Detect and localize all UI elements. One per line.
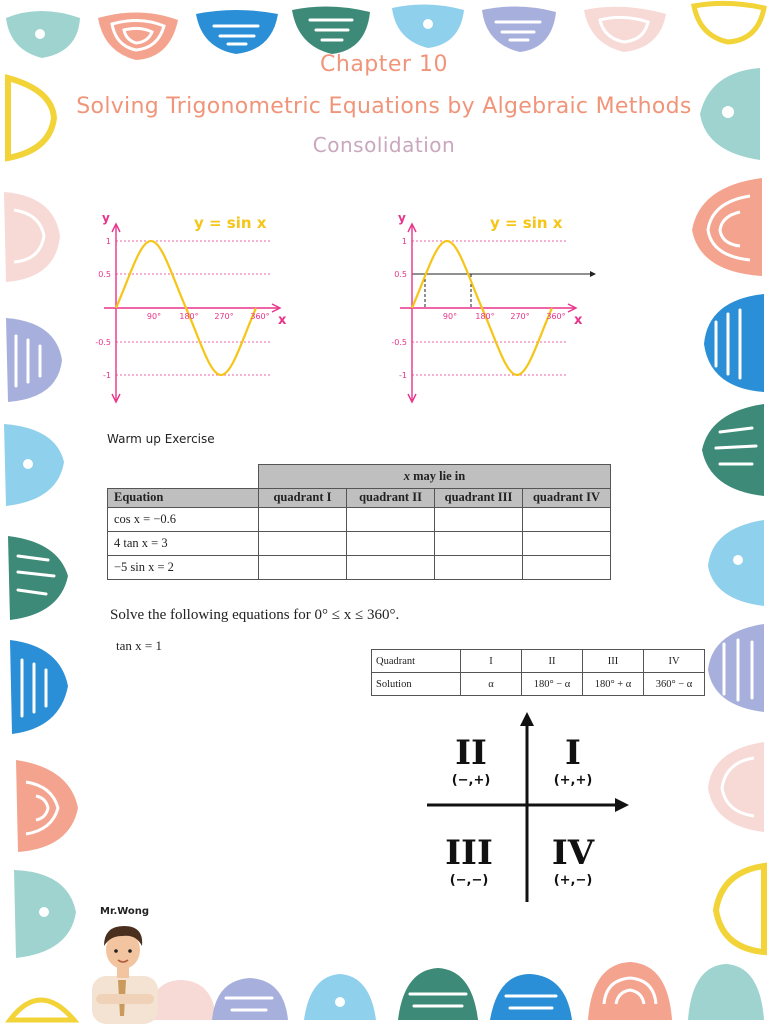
quadrant-cell: I [461, 650, 522, 673]
sine-graph-1 [82, 206, 312, 410]
answer-cell[interactable] [435, 531, 523, 555]
answer-cell[interactable] [435, 507, 523, 531]
quadrant-solution-table [371, 649, 705, 696]
quadrant-2-signs: (−,+) [451, 773, 491, 788]
answer-cell[interactable] [259, 507, 347, 531]
y-axis-label: y [398, 211, 406, 225]
solution-cell: 180° − α [522, 673, 583, 696]
group-header: x may lie in [259, 465, 611, 489]
solution-cell: α [461, 673, 522, 696]
table-row [372, 650, 705, 673]
y-tick-label: 0.5 [394, 270, 407, 279]
answer-cell[interactable] [435, 555, 523, 579]
quadrant-2-numeral: II [455, 733, 487, 773]
quadrant-4-numeral: IV [551, 833, 595, 873]
teacher-illustration [92, 920, 162, 1024]
column-header: quadrant IV [523, 488, 611, 507]
warmup-table [107, 464, 611, 580]
answer-cell[interactable] [347, 531, 435, 555]
column-header: quadrant I [259, 488, 347, 507]
x-tick-label: 90° [146, 312, 162, 321]
answer-cell[interactable] [259, 555, 347, 579]
solution-cell: 180° + α [583, 673, 644, 696]
x-axis-label: x [574, 313, 583, 328]
quadrant-3-numeral: III [445, 833, 493, 873]
equation-cell: 4 tan x = 3 [108, 531, 259, 555]
y-tick-label: 0.5 [98, 270, 111, 279]
x-tick-label: 360° [250, 312, 270, 321]
quadrant-1-signs: (+,+) [553, 773, 593, 788]
quadrant-cell: II [522, 650, 583, 673]
answer-cell[interactable] [523, 507, 611, 531]
x-tick-label: 90° [442, 312, 458, 321]
y-tick-label: 1 [105, 237, 111, 246]
y-tick-label: -1 [103, 371, 111, 380]
quadrant-4-signs: (+,−) [553, 873, 593, 888]
solve-instruction: Solve the following equations for 0° ≤ x ≤ 360°. [110, 607, 400, 623]
quadrant-3-signs: (−,−) [449, 873, 489, 888]
answer-cell[interactable] [259, 531, 347, 555]
quadrant-1-numeral: I [565, 733, 581, 773]
quadrant-cell: III [583, 650, 644, 673]
table-row [108, 555, 611, 579]
sine-graph-2 [378, 206, 608, 410]
graph-title: y = sin x [194, 214, 267, 232]
table-blank-cell [108, 465, 259, 489]
page-title: Solving Trigonometric Equations by Algebraic Methods [76, 94, 692, 119]
y-tick-label: 1 [401, 237, 407, 246]
quadrant-diagram [425, 712, 635, 906]
y-tick-label: -0.5 [95, 338, 111, 347]
row-label: Quadrant [372, 650, 461, 673]
x-tick-label: 180° [179, 312, 199, 321]
answer-cell[interactable] [523, 531, 611, 555]
x-axis-label: x [278, 313, 287, 328]
quadrant-cell: IV [644, 650, 705, 673]
table-row [372, 673, 705, 696]
x-tick-label: 180° [475, 312, 495, 321]
y-tick-label: -0.5 [391, 338, 407, 347]
column-header: quadrant II [347, 488, 435, 507]
column-header: Equation [108, 488, 259, 507]
equation-cell: cos x = −0.6 [108, 507, 259, 531]
chapter-heading: Chapter 10 [320, 52, 448, 77]
x-tick-label: 270° [214, 312, 234, 321]
row-label: Solution [372, 673, 461, 696]
graph-title: y = sin x [490, 214, 563, 232]
author-signature: Mr.Wong [100, 906, 150, 917]
column-header: quadrant III [435, 488, 523, 507]
equation-tan: tan x = 1 [116, 638, 162, 653]
y-tick-label: -1 [399, 371, 407, 380]
page-subtitle: Consolidation [312, 133, 456, 157]
answer-cell[interactable] [347, 555, 435, 579]
table-row [108, 531, 611, 555]
solution-cell: 360° − α [644, 673, 705, 696]
table-row [108, 507, 611, 531]
equation-cell: −5 sin x = 2 [108, 555, 259, 579]
x-tick-label: 360° [546, 312, 566, 321]
answer-cell[interactable] [347, 507, 435, 531]
warmup-heading: Warm up Exercise [107, 432, 215, 446]
x-tick-label: 270° [510, 312, 530, 321]
y-axis-label: y [102, 211, 110, 225]
answer-cell[interactable] [523, 555, 611, 579]
